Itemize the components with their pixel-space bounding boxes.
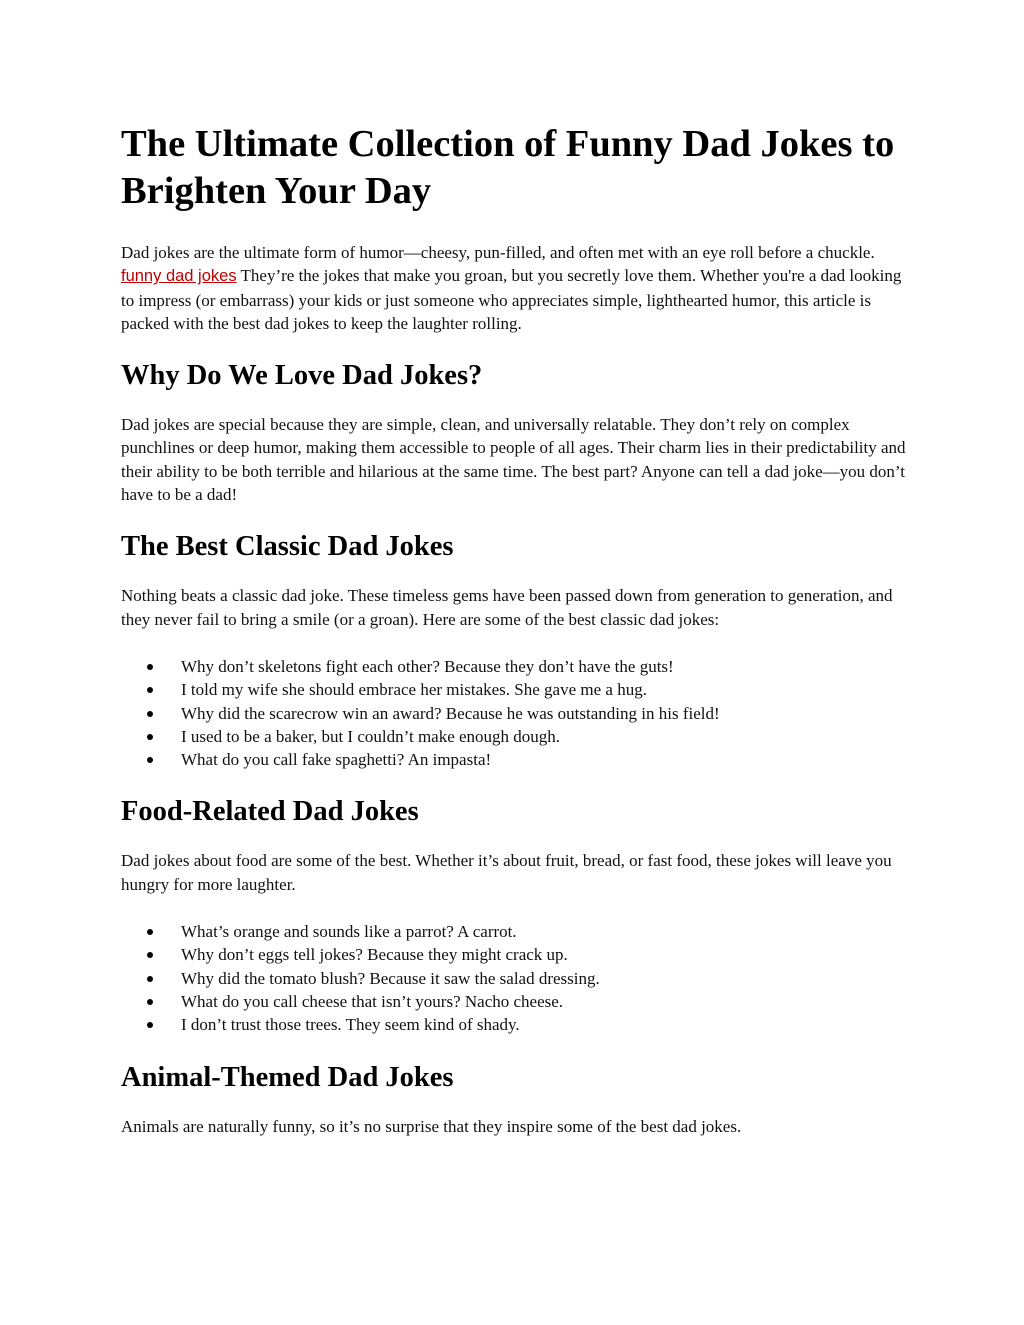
intro-paragraph [121, 241, 911, 335]
section-heading-food: Food-Related Dad Jokes [121, 796, 419, 828]
bullet-icon [147, 687, 153, 693]
section-paragraph-animal: Animals are naturally funny, so it’s no surprise that they inspire some of the best dad jokes. [121, 1116, 742, 1136]
bullet-icon [147, 952, 153, 958]
list-item [121, 748, 911, 771]
page-title: The Ultimate Collection of Funny Dad Jokes to Brighten Your Day [121, 123, 895, 212]
section-heading-classic: The Best Classic Dad Jokes [121, 531, 454, 563]
list-item [121, 678, 911, 701]
list-item-text: Why did the scarecrow win an award? Because he was outstanding in his field! [181, 703, 720, 723]
funny-dad-jokes-link[interactable]: funny dad jokes [121, 267, 237, 286]
bullet-icon [147, 999, 153, 1005]
section-paragraph-food: Dad jokes about food are some of the best. Whether it’s about fruit, bread, or fast food, these jokes will leave you hungry for more laughter. [121, 851, 892, 894]
bullet-icon [147, 976, 153, 982]
bullet-icon [147, 711, 153, 717]
bullet-icon [147, 664, 153, 670]
list-item [121, 943, 911, 966]
section-heading-why-love: Why Do We Love Dad Jokes? [121, 360, 483, 392]
section-paragraph-classic: Nothing beats a classic dad joke. These timeless gems have been passed down from generation to generation, and they never fail to bring a smile (or a groan). Here are some of the best classic dad jokes: [121, 586, 893, 629]
list-item [121, 1013, 911, 1036]
list-item [121, 990, 911, 1013]
article-body [121, 121, 911, 1162]
list-item [121, 725, 911, 748]
list-item [121, 920, 911, 943]
list-item-text: I used to be a baker, but I couldn’t make enough dough. [181, 726, 561, 746]
list-item-text: What’s orange and sounds like a parrot? A carrot. [181, 922, 517, 942]
bullet-icon [147, 734, 153, 740]
bullet-icon [147, 1022, 153, 1028]
list-item [121, 702, 911, 725]
section-heading-animal: Animal-Themed Dad Jokes [121, 1061, 454, 1093]
list-item-text: I told my wife she should embrace her mistakes. She gave me a hug. [181, 680, 647, 700]
list-item-text: Why did the tomato blush? Because it saw the salad dressing. [181, 968, 600, 988]
section-paragraph-why-love: Dad jokes are special because they are simple, clean, and universally relatable. They don’t rely on complex punchlines or deep humor, making them accessible to people of all ages. Their charm lies in their predictability and their ability to be both terrible and hilarious at the same time. The best part? Anyone can tell a dad joke—you don’t have to be a dad! [121, 415, 906, 505]
list-item [121, 655, 911, 678]
intro-text-after: They’re the jokes that make you groan, but you secretly love them. Whether you're a dad looking to impress (or embarrass) your kids or just someone who appreciates simple, lighthearted humor, this article is packed with the best dad jokes to keep the laughter rolling. [121, 266, 902, 333]
intro-text-before: Dad jokes are the ultimate form of humor—cheesy, pun-filled, and often met with an eye roll before a chuckle. [121, 243, 875, 262]
list-item-text: What do you call cheese that isn’t yours? Nacho cheese. [181, 991, 564, 1011]
bullet-icon [147, 757, 153, 763]
list-item-text: What do you call fake spaghetti? An impasta! [181, 750, 492, 770]
food-jokes-list [121, 920, 911, 1036]
bullet-icon [147, 929, 153, 935]
list-item [121, 967, 911, 990]
list-item-text: I don’t trust those trees. They seem kind of shady. [181, 1015, 520, 1035]
classic-jokes-list [121, 655, 911, 771]
list-item-text: Why don’t eggs tell jokes? Because they might crack up. [181, 945, 568, 965]
list-item-text: Why don’t skeletons fight each other? Because they don’t have the guts! [181, 656, 674, 676]
